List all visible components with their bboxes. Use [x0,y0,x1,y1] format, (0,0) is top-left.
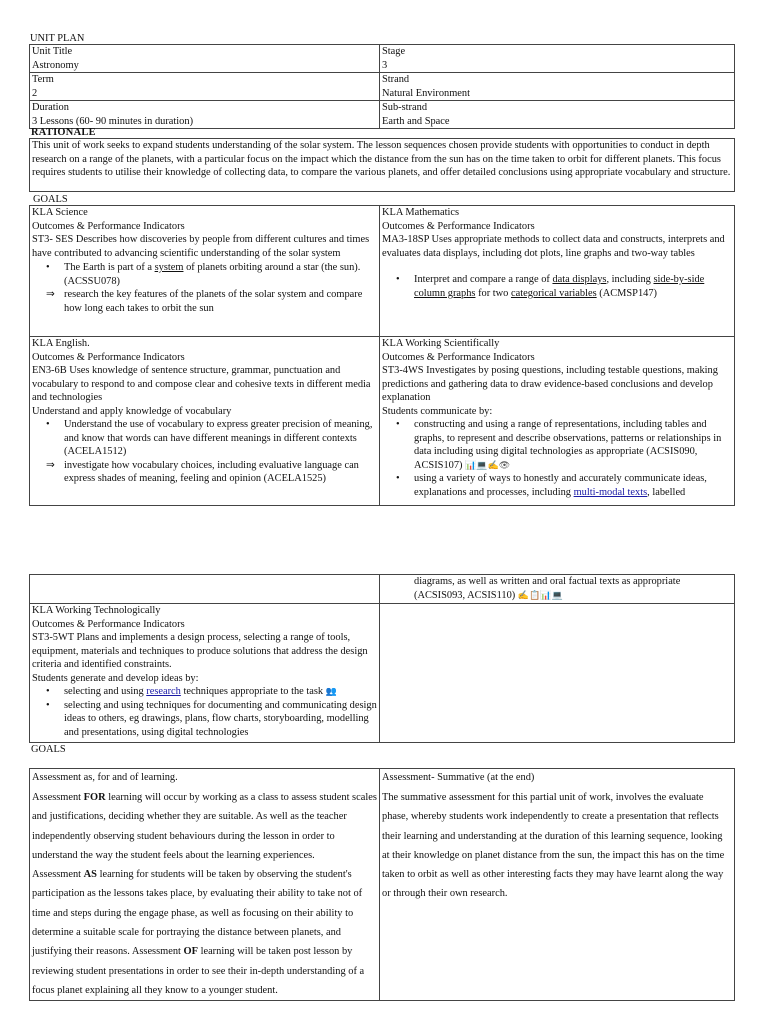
kla-working-sci-title: KLA Working Scientifically [382,338,500,349]
kla-math-title: KLA Mathematics [382,207,460,218]
assessment-left-title: Assessment as, for and of learning. [32,772,178,783]
kla-science-code: ST3- SES Describes how discoveries by people from different cultures and times have contributed to advancing scientific understanding of the solar system [32,234,370,259]
strand-label: Strand [382,74,410,86]
kla-science-outcomes: Outcomes & Performance Indicators [32,220,185,232]
kla-english-sub: Understand and apply knowledge of vocabulary [32,405,232,417]
kla-english-title: KLA English. [32,338,90,349]
group-icon: 👥 [325,686,337,697]
strand-value: Natural Environment [382,87,471,99]
term-cell [30,73,380,101]
assessment-left-cell [30,769,380,1001]
unit-plan-heading: UNIT PLAN [30,33,85,44]
kla-working-tech-title: KLA Working Technologically [32,605,161,616]
duration-cell [30,101,380,129]
kla-working-sci-sub: Students communicate by: [382,405,493,417]
stage-value: 3 [382,59,388,71]
term-label: Term [32,74,54,86]
english-bullet-1: • Understand the use of vocabulary to express greater precision of meaning, and know that words can have different meanings in different contexts (ACELA1512) [46,419,373,458]
goals-heading-top: GOALS [33,194,68,205]
goals-table-1 [29,205,735,506]
kla-science-cell [30,206,380,337]
kla-english-code: EN3-6B Uses knowledge of sentence structure, grammar, punctuation and vocabulary to respond to and compose clear and cohesive texts in different media and technologies [32,365,371,404]
working-sci-continued-cell [380,575,735,604]
kla-working-tech-outcomes: Outcomes & Performance Indicators [32,618,185,630]
stage-cell [380,45,735,73]
kla-working-tech-sub: Students generate and develop ideas by: [32,672,199,684]
empty-cell-2 [380,604,735,743]
substrand-label: Sub-strand [382,102,428,114]
assessment-table [29,768,735,1001]
kla-math-code: MA3-18SP Uses appropriate methods to collect data and constructs, interprets and evaluates data displays, including dot plots, line graphs and two-way tables [382,234,725,259]
english-bullet-2: ⇒ investigate how vocabulary choices, including evaluative language can express shades of meaning, feeling and opinion (ACELA1525) [46,459,359,485]
kla-english-outcomes: Outcomes & Performance Indicators [32,351,185,363]
science-bullet-1: • The Earth is part of a system of planets orbiting around a star (the sun). (ACSSU078) [46,262,361,287]
working-sci-bullet-2: • using a variety of ways to honestly and accurately communicate ideas, explanations and processes, including multi-modal texts, labelled [396,473,707,498]
data-displays-link[interactable]: data displays [552,274,607,286]
multi-modal-texts-link[interactable]: multi-modal texts [573,486,648,498]
term-value: 2 [32,87,38,99]
substrand-value: Earth and Space [382,115,450,127]
assessment-as-of-paragraph: Assessment AS learning for students will be taken by observing the student's participation as the lessons takes place, by evaluating their ability to take not of time and steps during the engage phase, as well as focusing on their ability to determine a suitable scale for portraying the distance between planets, and justifying their reasons. Assessment OF learning will be taken post lesson by reviewing student presentations in order to see their in-depth understanding of a focus planet explaining all they know to a younger student. [32,869,365,996]
system-link[interactable]: system [154,262,184,274]
kla-working-sci-cell [380,337,735,506]
working-tech-bullet-1: • selecting and using research techniques appropriate to the task 👥 [46,686,337,698]
goals-heading-bottom: GOALS [31,744,66,755]
strand-cell [380,73,735,101]
duration-label: Duration [32,102,69,114]
categorical-variables-link[interactable]: categorical variables [510,287,597,299]
assessment-for-paragraph: Assessment FOR learning will occur by working as a class to assess student scales and justifications, deciding whether they are suitable. As well as the teacher independently observing student behaviours during the lesson in order to understand the way the student feels about the learning experiences. [32,792,377,861]
resource-icons-2: ✍📋📊💻 [517,589,563,600]
research-link[interactable]: research [146,686,181,698]
science-bullet-2: ⇒ research the key features of the planets of the solar system and compare how long each takes to orbit the sun [46,289,363,314]
math-bullet-1: • Interpret and compare a range of data displays, including side-by-side column graphs for two categorical variables (ACMSP147) [396,274,705,299]
working-sci-continued: diagrams, as well as written and oral factual texts as appropriate (ACSIS093, ACSIS110) [414,576,681,601]
unit-title-label: Unit Title [32,46,73,57]
resource-icons: 📊💻✍👁 [465,459,511,470]
column-graphs-link[interactable]: side-by-side column graphs [414,274,705,299]
kla-math-outcomes: Outcomes & Performance Indicators [382,220,535,232]
unit-title-value: Astronomy [32,59,79,71]
kla-working-sci-outcomes: Outcomes & Performance Indicators [382,351,535,363]
goals-table-2 [29,574,735,743]
working-sci-bullet-1: • constructing and using a range of representations, including tables and graphs, to represent and describe observations, patterns or relationships in data including using digital technologies as appropriate (ACSIS090, ACSIS107) 📊💻✍👁 [396,419,722,471]
unit-title-cell [30,45,380,73]
assessment-right-title: Assessment- Summative (at the end) [382,772,535,783]
assessment-right-text: The summative assessment for this partial unit of work, involves the evaluate phase, whereby students work independently to create a presentation that reflects their learning and understanding at the duration of this learning sequence, looking at their knowledge on planet distance from the sun, the impact this has on the time taken to orbit as well as other interesting facts they may have learnt along the way or through their own research. [382,792,725,900]
kla-science-title: KLA Science [32,207,88,218]
working-tech-bullet-2: • selecting and using techniques for documenting and communicating design ideas to others, eg drawings, plans, flow charts, storyboarding, modelling and presentations, using digital technologies [46,699,377,738]
stage-label: Stage [382,46,406,57]
kla-math-cell [380,206,735,337]
duration-value: 3 Lessons (60- 90 minutes in duration) [32,115,194,127]
assessment-right-cell [380,769,735,1001]
rationale-text: This unit of work seeks to expand students understanding of the solar system. The lesson sequences chosen provide students with opportunities to conduct in depth research on a range of the planets, with a particular focus on the impact which the distance from the sun has on the time taken to orbit for different planets. This focus requires students to utilise their knowledge of collecting data, to compare the various planets, and offer detailed conclusions using appropriate vocabulary and structure. [29,138,735,192]
substrand-cell [380,101,735,129]
kla-working-tech-cell [30,604,380,743]
kla-working-tech-code: ST3-5WT Plans and implements a design process, selecting a range of tools, equipment, materials and techniques to produce solutions that address the design criteria and identified constraints. [32,632,368,671]
empty-cell [30,575,380,604]
kla-working-sci-code: ST3-4WS Investigates by posing questions, including testable questions, making predictions and gathering data to draw evidence-based conclusions and develop explanation [382,365,718,404]
unit-info-table [29,44,735,129]
rationale-heading: RATIONALE [31,127,96,138]
kla-english-cell [30,337,380,506]
